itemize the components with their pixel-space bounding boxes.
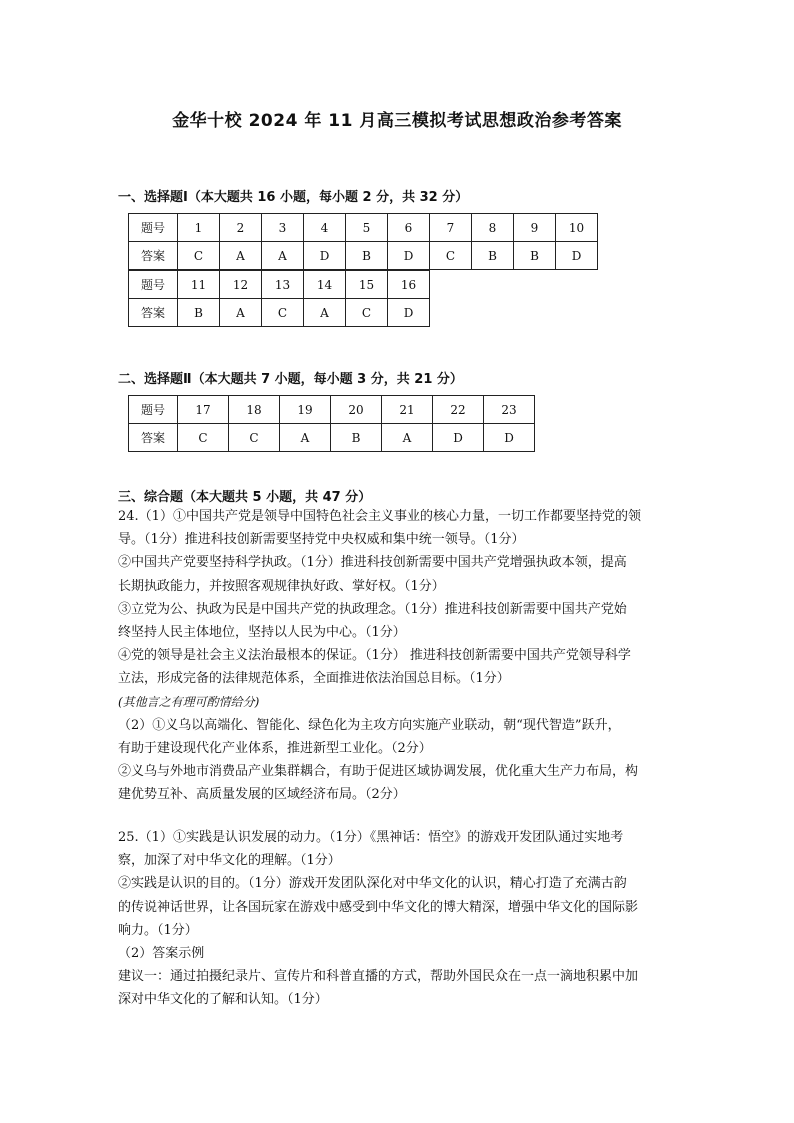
table-row — [129, 424, 535, 452]
question-number: 7 — [430, 214, 472, 242]
question-number: 15 — [346, 271, 388, 299]
question-number: 21 — [382, 396, 433, 424]
answer-line: （2）①义乌以高端化、智能化、绿色化为主攻方向实施产业联动，朝“现代智造”跃升， — [118, 717, 621, 733]
answer-line: ②中国共产党要坚持科学执政。（1分）推进科技创新需要中国共产党增强执政本领，提高 — [118, 555, 627, 571]
grading-note: (其他言之有理可酌情给分) — [118, 694, 260, 709]
page-title: 金华十校 2024 年 11 月高三模拟考试思想政治参考答案 — [172, 111, 622, 131]
question-number: 11 — [178, 271, 220, 299]
answer-cell: B — [178, 299, 220, 327]
answer-line: 建议一：通过拍摄纪录片、宣传片和科普直播的方式，帮助外国民众在一点一滴地积累中加 — [118, 969, 639, 985]
answer-line: 有助于建设现代化产业体系，推进新型工业化。（2分） — [118, 741, 432, 757]
answer-line: 终坚持人民主体地位，坚持以人民为中心。（1分） — [118, 625, 406, 641]
answer-cell: C — [178, 242, 220, 270]
table-row — [129, 271, 430, 299]
answer-cell: C — [430, 242, 472, 270]
answer-cell: D — [304, 242, 346, 270]
question-number: 1 — [178, 214, 220, 242]
answer-line: ③立党为公、执政为民是中国共产党的执政理念。（1分）推进科技创新需要中国共产党始 — [118, 601, 627, 617]
question-number: 13 — [262, 271, 304, 299]
question-25-answer — [118, 826, 684, 1012]
question-number: 9 — [514, 214, 556, 242]
answer-cell: B — [346, 242, 388, 270]
section3-heading: 三、综合题（本大题共 5 小题，共 47 分） — [118, 490, 372, 505]
section1-heading: 一、选择题Ⅰ（本大题共 16 小题，每小题 2 分，共 32 分） — [118, 190, 469, 205]
answer-cell: B — [472, 242, 514, 270]
answer-cell: C — [262, 299, 304, 327]
question-number: 14 — [304, 271, 346, 299]
question-number: 22 — [433, 396, 484, 424]
question-number: 2 — [220, 214, 262, 242]
answer-cell: B — [514, 242, 556, 270]
answer-cell: B — [331, 424, 382, 452]
answer-cell: A — [220, 299, 262, 327]
table-row — [129, 396, 535, 424]
question-number: 6 — [388, 214, 430, 242]
question-number: 12 — [220, 271, 262, 299]
row-label-answer: 答案 — [129, 299, 178, 327]
row-label-question: 题号 — [129, 271, 178, 299]
answer-line: 导。（1分）推进科技创新需要坚持党中央权威和集中统一领导。（1分） — [118, 532, 525, 548]
answer-table-1b — [128, 270, 430, 327]
answer-table-1 — [128, 213, 598, 270]
answer-cell: D — [556, 242, 598, 270]
row-label-answer: 答案 — [129, 242, 178, 270]
question-number: 17 — [178, 396, 229, 424]
answer-cell: C — [229, 424, 280, 452]
answer-line: 立法，形成完备的法律规范体系，全面推进依法治国总目标。（1分） — [118, 671, 510, 687]
answer-cell: A — [304, 299, 346, 327]
row-label-question: 题号 — [129, 396, 178, 424]
answer-line: （2）答案示例 — [118, 946, 205, 962]
answer-line: 建优势互补、高质量发展的区域经济布局。（2分） — [118, 787, 406, 803]
answer-cell: D — [433, 424, 484, 452]
question-number: 19 — [280, 396, 331, 424]
answer-cell: D — [484, 424, 535, 452]
answer-cell: A — [262, 242, 304, 270]
answer-cell: D — [388, 299, 430, 327]
question-number: 20 — [331, 396, 382, 424]
answer-table-2 — [128, 395, 535, 452]
table-row — [129, 214, 598, 242]
answer-cell: C — [178, 424, 229, 452]
answer-line: 察，加深了对中华文化的理解。（1分） — [118, 853, 341, 869]
answer-line: ②义乌与外地市消费品产业集群耦合，有助于促进区域协调发展，优化重大生产力布局，构 — [118, 764, 639, 780]
row-label-answer: 答案 — [129, 424, 178, 452]
table-row — [129, 299, 430, 327]
answer-cell: A — [382, 424, 433, 452]
table-row — [129, 242, 598, 270]
answer-cell: A — [280, 424, 331, 452]
answer-line: 24.（1）①中国共产党是领导中国特色社会主义事业的核心力量，一切工作都要坚持党的领 — [118, 509, 641, 524]
question-number: 3 — [262, 214, 304, 242]
row-label-question: 题号 — [129, 214, 178, 242]
answer-line: 深对中华文化的了解和认知。（1分） — [118, 992, 328, 1008]
question-number: 8 — [472, 214, 514, 242]
answer-line: 长期执政能力，并按照客观规律执好政、掌好权。（1分） — [118, 578, 445, 594]
answer-line: 的传说神话世界，让各国玩家在游戏中感受到中华文化的博大精深，增强中华文化的国际影 — [118, 899, 639, 915]
answer-line: 25.（1）①实践是认识发展的动力。（1分）《黑神话：悟空》的游戏开发团队通过实地考 — [118, 830, 624, 845]
question-number: 16 — [388, 271, 430, 299]
answer-line: ④党的领导是社会主义法治最根本的保证。（1分） 推进科技创新需要中国共产党领导科学 — [118, 648, 631, 664]
answer-cell: D — [388, 242, 430, 270]
question-24-answer — [118, 505, 684, 807]
question-number: 4 — [304, 214, 346, 242]
section2-heading: 二、选择题Ⅱ（本大题共 7 小题，每小题 3 分，共 21 分） — [118, 372, 463, 387]
answer-line: ②实践是认识的目的。（1分）游戏开发团队深化对中华文化的认识，精心打造了充满古韵 — [118, 876, 627, 892]
answer-line: 响力。（1分） — [118, 922, 198, 938]
answer-cell: A — [220, 242, 262, 270]
answer-cell: C — [346, 299, 388, 327]
question-number: 5 — [346, 214, 388, 242]
question-number: 18 — [229, 396, 280, 424]
question-number: 10 — [556, 214, 598, 242]
question-number: 23 — [484, 396, 535, 424]
